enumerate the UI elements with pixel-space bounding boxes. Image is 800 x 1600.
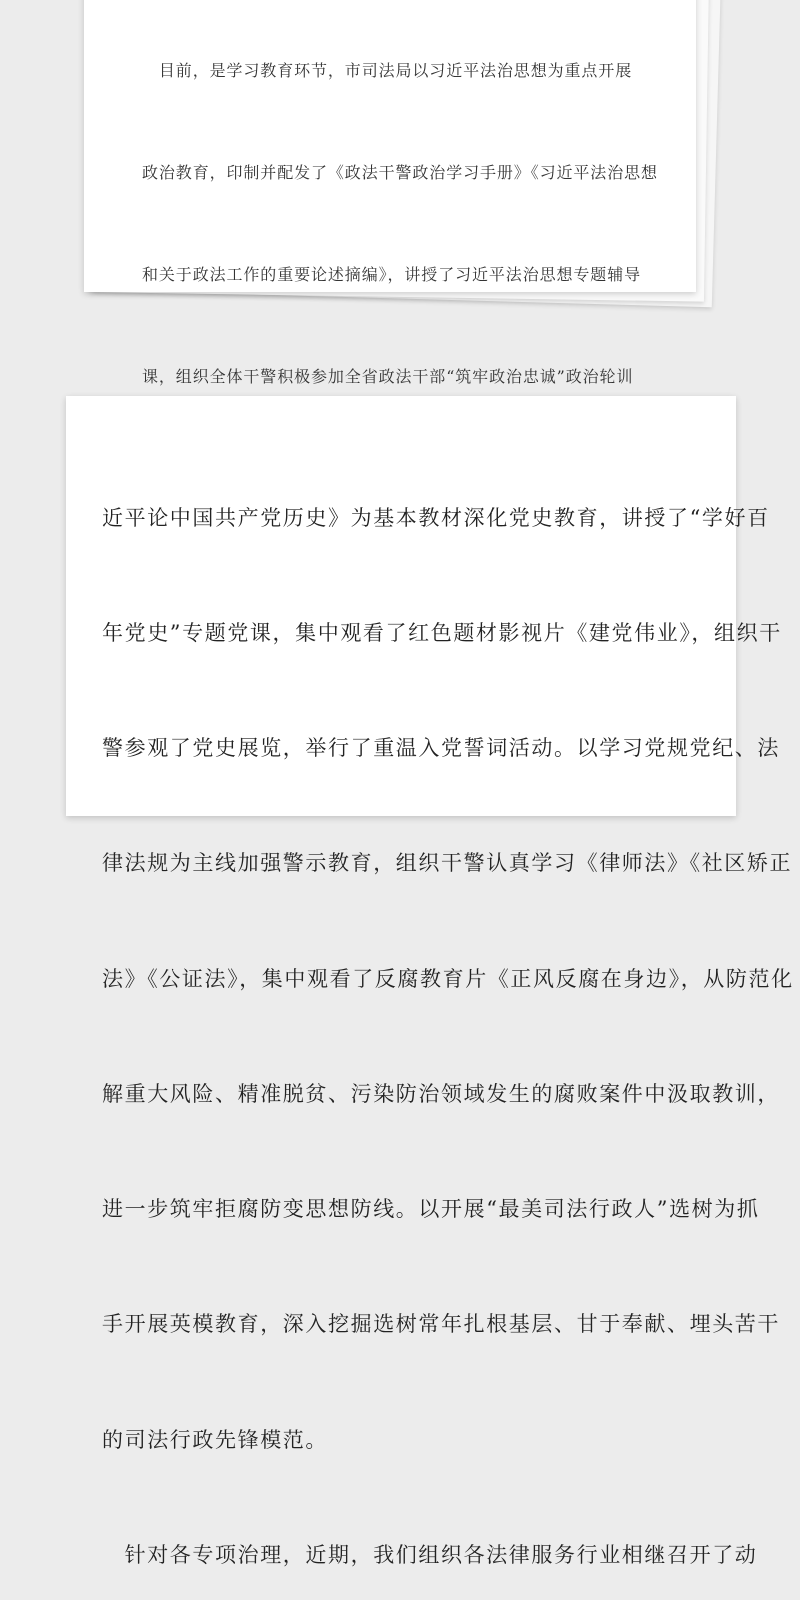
text-line: 法》《公证法》，集中观看了反腐教育片《正风反腐在身边》，从防范化 — [102, 966, 794, 991]
text-line: 进一步筑牢拒腐防变思想防线。以开展“最美司法行政人”选树为抓 — [102, 1197, 760, 1222]
text-line: 警参观了党史展览，举行了重温入党誓词活动。以学习党规党纪、法 — [102, 736, 780, 761]
text-line: 针对各专项治理，近期，我们组织各法律服务行业相继召开了动 — [102, 1542, 758, 1567]
document-page-top — [84, 0, 696, 386]
page-bottom-text — [102, 422, 794, 1600]
text-line: 的司法行政先锋模范。 — [102, 1427, 328, 1452]
text-line: 解重大风险、精准脱贫、污染防治领域发生的腐败案件中汲取教训， — [102, 1081, 780, 1106]
text-line: 近平论中国共产党历史》为基本教材深化党史教育，讲授了“学好百 — [102, 505, 770, 530]
text-line: 年党史”专题党课，集中观看了红色题材影视片《建党伟业》，组织干 — [102, 621, 782, 646]
document-page-bottom — [66, 396, 794, 1567]
text-line: 和关于政法工作的重要论述摘编》，讲授了习近平法治思想专题辅导 — [142, 265, 642, 284]
text-line: 目前，是学习教育环节，市司法局以习近平法治思想为重点开展 — [142, 61, 633, 80]
text-line: 政治教育，印制并配发了《政法干警政治学习手册》《习近平法治思想 — [142, 163, 658, 182]
text-line: 手开展英模教育，深入挖掘选树常年扎根基层、甘于奉献、埋头苦干 — [102, 1312, 780, 1337]
text-line: 律法规为主线加强警示教育，组织干警认真学习《律师法》《社区矫正 — [102, 851, 793, 876]
text-line: 课，组织全体干警积极参加全省政法干部“筑牢政治忠诚”政治轮训 — [142, 367, 634, 386]
